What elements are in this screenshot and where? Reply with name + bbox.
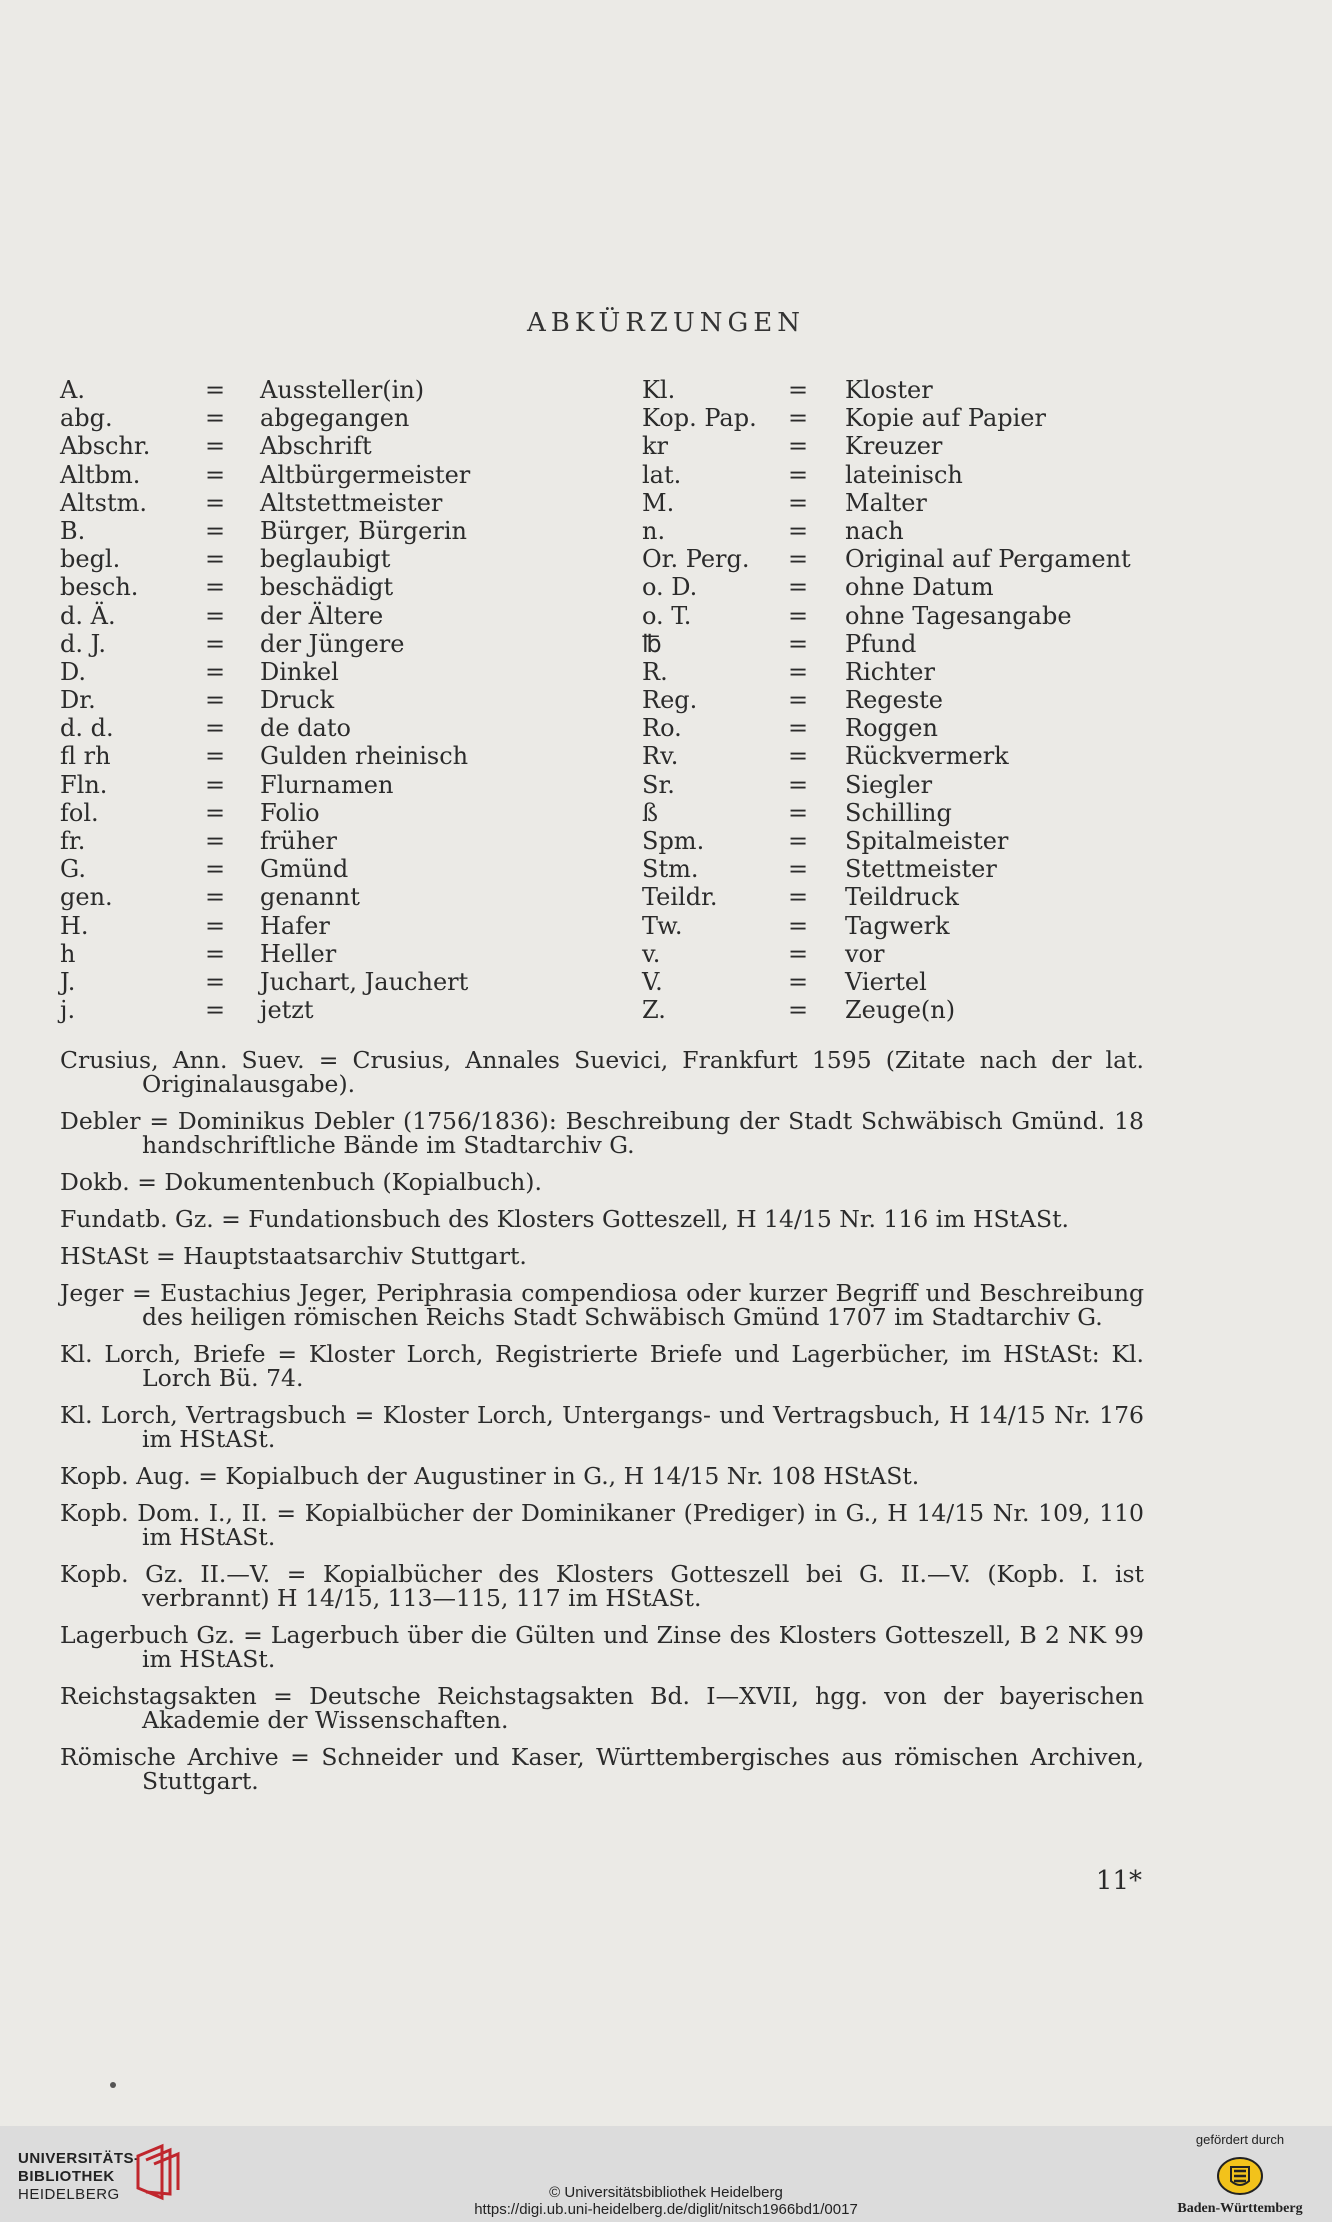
equals-sign: =	[205, 573, 226, 602]
equals-sign: =	[205, 939, 226, 968]
equals-sign: =	[205, 376, 226, 404]
abbreviation-meaning: Flurnamen	[260, 770, 394, 799]
equals-sign: =	[788, 770, 809, 799]
reference-entry: Reichstagsakten = Deutsche Reichstagsakten Bd. I—XVII, hgg. von der bayerischen Akademie der Wissenschaften.	[60, 1682, 1144, 1734]
abbreviation-row	[642, 545, 1282, 573]
abbreviation-row	[642, 376, 1282, 404]
equals-sign: =	[205, 657, 226, 686]
abbreviation-term: Kop. Pap.	[642, 404, 757, 433]
abbreviation-meaning: Zeuge(n)	[845, 996, 956, 1025]
abbreviation-term: Sr.	[642, 770, 675, 799]
abbreviation-term: J.	[60, 967, 76, 996]
abbreviation-meaning: Rückvermerk	[845, 742, 1009, 771]
abbreviation-row	[60, 855, 640, 883]
abbreviation-row	[642, 714, 1282, 742]
abbreviation-term: Abschr.	[60, 432, 151, 461]
equals-sign: =	[788, 601, 809, 630]
equals-sign: =	[788, 404, 809, 433]
equals-sign: =	[788, 516, 809, 545]
equals-sign: =	[205, 911, 226, 940]
abbreviation-meaning: Heller	[260, 939, 337, 968]
abbreviation-row	[642, 658, 1282, 686]
abbreviation-meaning: der Jüngere	[260, 629, 405, 658]
abbreviation-row	[642, 461, 1282, 489]
equals-sign: =	[205, 601, 226, 630]
abbreviation-term: d. J.	[60, 629, 107, 658]
abbreviation-meaning: Stettmeister	[845, 855, 997, 884]
abbreviation-meaning: abgegangen	[260, 404, 410, 433]
abbreviation-row	[60, 799, 640, 827]
reference-entry: Kopb. Dom. I., II. = Kopialbücher der Dominikaner (Prediger) in G., H 14/15 Nr. 109, 110 im HStASt.	[60, 1499, 1144, 1551]
abbreviation-term: A.	[60, 376, 85, 404]
abbreviation-term: n.	[642, 516, 666, 545]
abbreviation-term: Teildr.	[642, 883, 718, 912]
abbreviation-row	[642, 489, 1282, 517]
abbreviation-term: ß	[642, 798, 659, 827]
abbreviation-meaning: Regeste	[845, 686, 944, 715]
abbreviation-term: fol.	[60, 798, 99, 827]
abbreviation-meaning: vor	[845, 939, 885, 968]
abbreviation-term: B.	[60, 516, 86, 545]
copyright-notice	[0, 2184, 1332, 2218]
library-name-line1: UNIVERSITÄTS-	[18, 2150, 140, 2167]
abbreviation-term: Z.	[642, 996, 666, 1025]
abbreviation-term: D.	[60, 657, 87, 686]
abbreviation-term: Stm.	[642, 855, 699, 884]
abbreviation-term: fr.	[60, 827, 86, 855]
state-coat-of-arms-icon	[1215, 2155, 1265, 2197]
abbreviation-row	[60, 630, 640, 658]
ink-speck	[110, 2082, 116, 2088]
abbreviation-meaning: nach	[845, 516, 904, 545]
reference-entry: Crusius, Ann. Suev. = Crusius, Annales Suevici, Frankfurt 1595 (Zitate nach der lat. Originalausgabe).	[60, 1046, 1144, 1098]
abbreviation-term: Spm.	[642, 827, 705, 855]
abbreviation-term: V.	[642, 967, 663, 996]
abbreviation-meaning: der Ältere	[260, 601, 384, 630]
abbreviation-row	[642, 940, 1282, 968]
equals-sign: =	[788, 939, 809, 968]
equals-sign: =	[788, 911, 809, 940]
reference-entry: Kopb. Aug. = Kopialbuch der Augustiner in G., H 14/15 Nr. 108 HStASt.	[60, 1462, 920, 1490]
abbreviation-meaning: lateinisch	[845, 460, 963, 489]
reference-entry: Kl. Lorch, Vertragsbuch = Kloster Lorch, Untergangs- und Vertragsbuch, H 14/15 Nr. 176 im HStASt.	[60, 1401, 1144, 1453]
abbreviation-term: j.	[60, 996, 76, 1025]
abbreviation-row	[642, 912, 1282, 940]
abbreviation-row	[642, 517, 1282, 545]
equals-sign: =	[788, 883, 809, 912]
abbreviation-meaning: Gulden rheinisch	[260, 742, 469, 771]
equals-sign: =	[788, 657, 809, 686]
equals-sign: =	[788, 686, 809, 715]
equals-sign: =	[788, 545, 809, 574]
abbreviation-row	[642, 742, 1282, 770]
equals-sign: =	[205, 545, 226, 574]
abbreviation-row	[642, 404, 1282, 432]
page-title: ABKÜRZUNGEN	[526, 308, 806, 338]
abbreviation-term: ℔	[642, 629, 662, 658]
reference-entry: Jeger = Eustachius Jeger, Periphrasia compendiosa oder kurzer Begriff und Beschreibung des heiligen römischen Reichs Stadt Schwäbisch Gmünd 1707 im Stadtarchiv G.	[60, 1279, 1144, 1331]
abbreviation-row	[60, 940, 640, 968]
abbreviation-row	[60, 742, 640, 770]
equals-sign: =	[788, 460, 809, 489]
abbreviation-row	[642, 771, 1282, 799]
abbreviation-meaning: jetzt	[260, 996, 314, 1025]
equals-sign: =	[205, 996, 226, 1025]
abbreviation-term: begl.	[60, 545, 121, 574]
abbreviation-term: H.	[60, 911, 89, 940]
abbreviation-list-left	[60, 376, 640, 1024]
abbreviation-row	[642, 883, 1282, 911]
abbreviation-meaning: Altstettmeister	[260, 488, 443, 517]
abbreviation-meaning: Altbürgermeister	[260, 460, 471, 489]
library-name-line2: BIBLIOTHEK	[18, 2168, 115, 2185]
equals-sign: =	[788, 376, 809, 404]
abbreviation-meaning: Kreuzer	[845, 432, 943, 461]
abbreviation-row	[60, 686, 640, 714]
abbreviation-meaning: früher	[260, 827, 337, 855]
abbreviation-row	[642, 432, 1282, 460]
abbreviation-term: Altstm.	[60, 488, 147, 517]
abbreviation-meaning: ohne Datum	[845, 573, 994, 602]
abbreviation-meaning: Teildruck	[845, 883, 959, 912]
reference-entry: Fundatb. Gz. = Fundationsbuch des Klosters Gotteszell, H 14/15 Nr. 116 im HStASt.	[60, 1205, 1070, 1233]
abbreviation-meaning: Gmünd	[260, 855, 349, 884]
abbreviation-term: besch.	[60, 573, 139, 602]
abbreviation-meaning: Pfund	[845, 629, 917, 658]
abbreviation-term: Altbm.	[60, 460, 141, 489]
library-name-line3: HEIDELBERG	[18, 2186, 120, 2203]
reference-entry: HStASt = Hauptstaatsarchiv Stuttgart.	[60, 1242, 527, 1270]
abbreviation-row	[60, 883, 640, 911]
abbreviation-meaning: de dato	[260, 714, 351, 743]
abbreviation-row	[60, 573, 640, 601]
abbreviation-row	[60, 714, 640, 742]
abbreviation-meaning: Tagwerk	[845, 911, 950, 940]
equals-sign: =	[205, 742, 226, 771]
equals-sign: =	[205, 967, 226, 996]
funded-by-label: gefördert durch	[1195, 2132, 1285, 2147]
abbreviation-term: Or. Perg.	[642, 545, 750, 574]
abbreviation-meaning: Siegler	[845, 770, 933, 799]
abbreviation-row	[60, 602, 640, 630]
abbreviation-row	[642, 602, 1282, 630]
abbreviation-meaning: Kopie auf Papier	[845, 404, 1046, 433]
abbreviation-row	[60, 432, 640, 460]
page-number: 11*	[1095, 1866, 1142, 1896]
reference-entry: Debler = Dominikus Debler (1756/1836): Beschreibung der Stadt Schwäbisch Gmünd. 18 handschriftliche Bände im Stadtarchiv G.	[60, 1107, 1144, 1159]
equals-sign: =	[788, 432, 809, 461]
abbreviation-meaning: Juchart, Jauchert	[260, 967, 469, 996]
reference-entry: Kl. Lorch, Briefe = Kloster Lorch, Registrierte Briefe und Lagerbücher, im HStASt: Kl. Lorch Bü. 74.	[60, 1340, 1144, 1392]
abbreviation-meaning: beschädigt	[260, 573, 394, 602]
abbreviation-term: o. D.	[642, 573, 698, 602]
source-url-link[interactable]: https://digi.ub.uni-heidelberg.de/diglit/nitsch1966bd1/0017	[474, 2201, 858, 2218]
abbreviation-term: Fln.	[60, 770, 108, 799]
abbreviation-row	[642, 827, 1282, 855]
abbreviation-row	[60, 771, 640, 799]
abbreviation-term: M.	[642, 488, 675, 517]
abbreviation-meaning: Schilling	[845, 798, 952, 827]
abbreviation-term: abg.	[60, 404, 113, 433]
abbreviation-row	[642, 573, 1282, 601]
abbreviation-meaning: Dinkel	[260, 657, 339, 686]
equals-sign: =	[788, 573, 809, 602]
abbreviation-meaning: Original auf Pergament	[845, 545, 1131, 574]
abbreviation-row	[60, 489, 640, 517]
abbreviation-term: d. Ä.	[60, 601, 116, 630]
abbreviation-row	[60, 404, 640, 432]
abbreviation-term: Dr.	[60, 686, 96, 715]
abbreviation-row	[642, 686, 1282, 714]
abbreviation-row	[642, 630, 1282, 658]
equals-sign: =	[788, 742, 809, 771]
abbreviation-term: Tw.	[642, 911, 683, 940]
reference-list	[60, 1048, 1144, 1806]
abbreviation-term: v.	[642, 939, 661, 968]
abbreviation-meaning: Hafer	[260, 911, 330, 940]
equals-sign: =	[205, 432, 226, 461]
equals-sign: =	[205, 516, 226, 545]
abbreviation-row	[642, 855, 1282, 883]
abbreviation-row	[60, 545, 640, 573]
copyright-text: © Universitätsbibliothek Heidelberg	[549, 2184, 783, 2201]
equals-sign: =	[205, 460, 226, 489]
abbreviation-list-right	[642, 376, 1282, 1024]
abbreviation-term: G.	[60, 855, 86, 884]
equals-sign: =	[205, 629, 226, 658]
abbreviation-meaning: Bürger, Bürgerin	[260, 516, 467, 545]
abbreviation-row	[60, 968, 640, 996]
abbreviation-meaning: ohne Tagesangabe	[845, 601, 1072, 630]
abbreviation-term: kr	[642, 432, 669, 461]
equals-sign: =	[205, 798, 226, 827]
abbreviation-meaning: Viertel	[845, 967, 927, 996]
equals-sign: =	[788, 714, 809, 743]
abbreviation-meaning: Folio	[260, 798, 320, 827]
equals-sign: =	[788, 798, 809, 827]
abbreviation-term: fl rh	[60, 742, 111, 771]
footer-bar	[0, 2126, 1332, 2222]
abbreviation-row	[60, 461, 640, 489]
equals-sign: =	[788, 855, 809, 884]
abbreviation-row	[60, 376, 640, 404]
abbreviation-term: Reg.	[642, 686, 698, 715]
abbreviation-term: h	[60, 939, 76, 968]
equals-sign: =	[205, 714, 226, 743]
funder-name: Baden-Württemberg	[1177, 2201, 1303, 2216]
equals-sign: =	[205, 883, 226, 912]
abbreviation-term: Ro.	[642, 714, 682, 743]
equals-sign: =	[205, 770, 226, 799]
abbreviation-meaning: Spitalmeister	[845, 827, 1009, 855]
abbreviation-meaning: beglaubigt	[260, 545, 391, 574]
funder-logo[interactable]	[1170, 2132, 1310, 2217]
abbreviation-row	[60, 996, 640, 1024]
abbreviation-meaning: Druck	[260, 686, 335, 715]
abbreviation-term: gen.	[60, 883, 113, 912]
abbreviation-term: Kl.	[642, 376, 676, 404]
equals-sign: =	[205, 686, 226, 715]
equals-sign: =	[205, 855, 226, 884]
abbreviation-meaning: Roggen	[845, 714, 938, 743]
abbreviation-term: o. T.	[642, 601, 692, 630]
abbreviation-meaning: Richter	[845, 657, 935, 686]
abbreviation-row	[60, 827, 640, 855]
equals-sign: =	[788, 996, 809, 1025]
reference-entry: Lagerbuch Gz. = Lagerbuch über die Gülten und Zinse des Klosters Gotteszell, B 2 NK 99 im HStASt.	[60, 1621, 1144, 1673]
reference-entry: Kopb. Gz. II.—V. = Kopialbücher des Klosters Gotteszell bei G. II.—V. (Kopb. I. ist verbrannt) H 14/15, 113—115, 117 im HStASt.	[60, 1560, 1144, 1612]
equals-sign: =	[788, 488, 809, 517]
abbreviation-meaning: Abschrift	[260, 432, 372, 461]
abbreviation-term: lat.	[642, 460, 682, 489]
equals-sign: =	[205, 827, 226, 855]
abbreviation-meaning: Malter	[845, 488, 927, 517]
abbreviation-meaning: Aussteller(in)	[260, 376, 425, 404]
abbreviation-term: d. d.	[60, 714, 114, 743]
abbreviation-row	[60, 658, 640, 686]
abbreviation-row	[60, 517, 640, 545]
abbreviation-row	[642, 968, 1282, 996]
abbreviation-term: R.	[642, 657, 668, 686]
reference-entry: Römische Archive = Schneider und Kaser, Württembergisches aus römischen Archiven, Stuttgart.	[60, 1743, 1144, 1795]
abbreviation-row	[60, 912, 640, 940]
abbreviation-meaning: Kloster	[845, 376, 933, 404]
abbreviation-row	[642, 996, 1282, 1024]
equals-sign: =	[788, 629, 809, 658]
abbreviation-term: Rv.	[642, 742, 679, 771]
equals-sign: =	[205, 404, 226, 433]
equals-sign: =	[788, 967, 809, 996]
abbreviation-meaning: genannt	[260, 883, 360, 912]
equals-sign: =	[205, 488, 226, 517]
abbreviation-row	[642, 799, 1282, 827]
reference-entry: Dokb. = Dokumentenbuch (Kopialbuch).	[60, 1168, 542, 1196]
equals-sign: =	[788, 827, 809, 855]
